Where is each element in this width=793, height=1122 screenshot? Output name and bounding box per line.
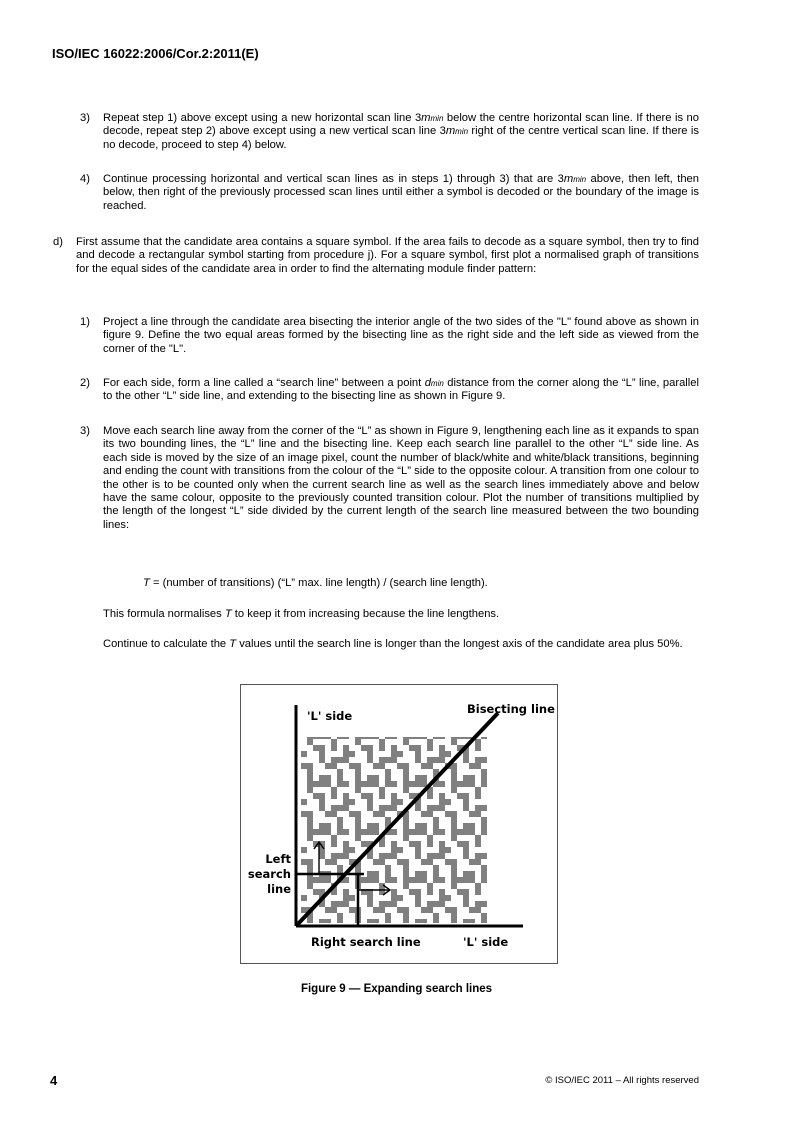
step-4-text: Continue processing horizontal and vertical scan lines as in steps 1) through 3) that are 3mmin above, then left, then below, then right of the previously processed scan lines until either a symbol is decoded or the boundary of the image is reached. — [103, 173, 699, 212]
label-left-search-2: search — [247, 867, 291, 881]
d-step-2-text: For each side, form a line called a “search line” between a point dmin distance from the corner along the “L” line, parallel to the other “L” side line, and extending to the bisecting line as shown in Figure 9. — [103, 377, 699, 403]
d-step-3-text: Move each search line away from the corner of the “L” as shown in Figure 9, lengthening each line as it expands to span its two bounding lines, the “L” line and the bisecting line. Keep each search line parallel to the other “L” side line. As each side is moved by the size of an image pixel, count the number of black/white and white/black transitions, beginning and ending the count with transitions from the colour of the “L” side to the opposite colour. A transition from one colour to the other is to be counted only when the current search line as well as the search lines immediately above and below have the same colour, opposite to the previously counted transition colour. Plot the number of transitions multiplied by the length of the longest “L” side divided by the current length of the search line measured between the two bounding lines: — [103, 425, 699, 531]
label-right-search-line: Right search line — [311, 935, 421, 949]
note-continue: Continue to calculate the T values until the search line is longer than the longest axis of the candidate area plus 50%. — [103, 638, 683, 650]
copyright-footer: © ISO/IEC 2011 – All rights reserved — [545, 1075, 699, 1086]
step-number: 4) — [80, 173, 90, 185]
step-number: 3) — [80, 425, 90, 437]
data-matrix-pattern — [301, 737, 487, 923]
figure-9 — [240, 684, 558, 964]
label-bisecting-line: Bisecting line — [467, 702, 555, 716]
item-d-label: d) — [53, 236, 63, 248]
document-header: ISO/IEC 16022:2006/Cor.2:2011(E) — [52, 46, 259, 61]
formula: T = (number of transitions) (“L” max. line length) / (search line length). — [143, 577, 488, 589]
step-number: 1) — [80, 316, 90, 328]
step-number: 2) — [80, 377, 90, 389]
step-number: 3) — [80, 112, 90, 124]
figure-caption: Figure 9 — Expanding search lines — [300, 983, 493, 995]
step-3-text: Repeat step 1) above except using a new horizontal scan line 3mmin below the centre horizontal scan line. If there is no decode, repeat step 2) above except using a new vertical scan line 3mmin right of the centre vertical scan line. If there is no decode, proceed to step 4) below. — [103, 112, 699, 151]
label-l-side-bottom: 'L' side — [463, 935, 509, 949]
label-l-side-top: 'L' side — [307, 709, 353, 723]
item-d-text: First assume that the candidate area contains a square symbol. If the area fails to decode as a square symbol, then try to find and decode a rectangular symbol starting from procedure j). For a square symbol, first plot a normalised graph of transitions for the equal sides of the candidate area in order to find the alternating module finder pattern: — [76, 236, 699, 275]
label-left-search-3: line — [267, 882, 291, 896]
note-normalise: This formula normalises T to keep it from increasing because the line lengthens. — [103, 608, 500, 620]
page-number: 4 — [50, 1073, 58, 1088]
figure-9-diagram — [241, 685, 557, 963]
d-step-1-text: Project a line through the candidate area bisecting the interior angle of the two sides of the "L" found above as shown in figure 9. Define the two equal areas formed by the bisecting line as the right side and the left side as viewed from the corner of the "L". — [103, 316, 699, 355]
label-left-search-1: Left — [265, 852, 291, 866]
